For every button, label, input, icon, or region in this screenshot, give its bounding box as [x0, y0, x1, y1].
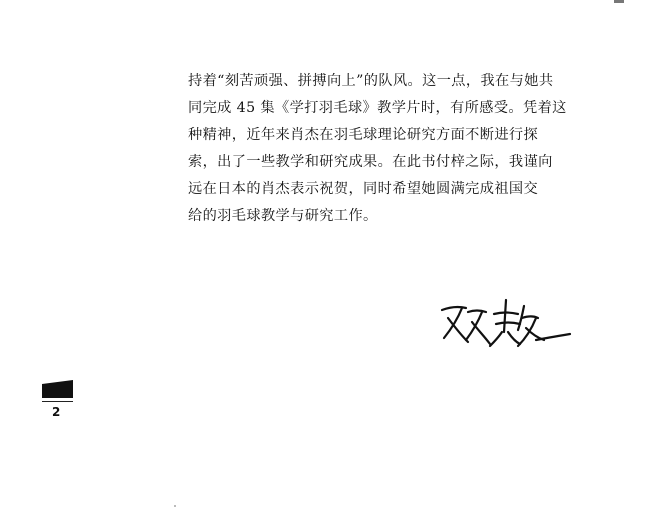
signature-drawing [432, 292, 574, 354]
folio-tab-shape [42, 380, 73, 398]
scan-corner-mark [614, 0, 624, 3]
page-number: 2 [52, 405, 61, 419]
paragraph-line-1: 持着“刻苦顽强、拼搏向上”的队风。这一点，我在与她共 [188, 73, 554, 89]
paragraph-line-2: 同完成 45 集《学打羽毛球》教学片时，有所感受。凭着这 [188, 100, 567, 116]
paragraph-line-4: 索，出了一些教学和研究成果。在此书付梓之际，我谨向 [188, 154, 553, 170]
paragraph [188, 68, 588, 230]
paragraph-line-3: 种精神，近年来肖杰在羽毛球理论研究方面不断进行探 [188, 127, 539, 143]
folio-rule [42, 401, 73, 402]
paragraph-line-6: 给的羽毛球教学与研究工作。 [188, 208, 378, 224]
scan-speck [174, 505, 176, 507]
folio-tab-mark [42, 380, 73, 398]
paragraph-line-5: 远在日本的肖杰表示祝贺，同时希望她圆满完成祖国交 [188, 181, 539, 197]
handwritten-signature [432, 292, 574, 354]
page-top-edge [0, 0, 646, 6]
